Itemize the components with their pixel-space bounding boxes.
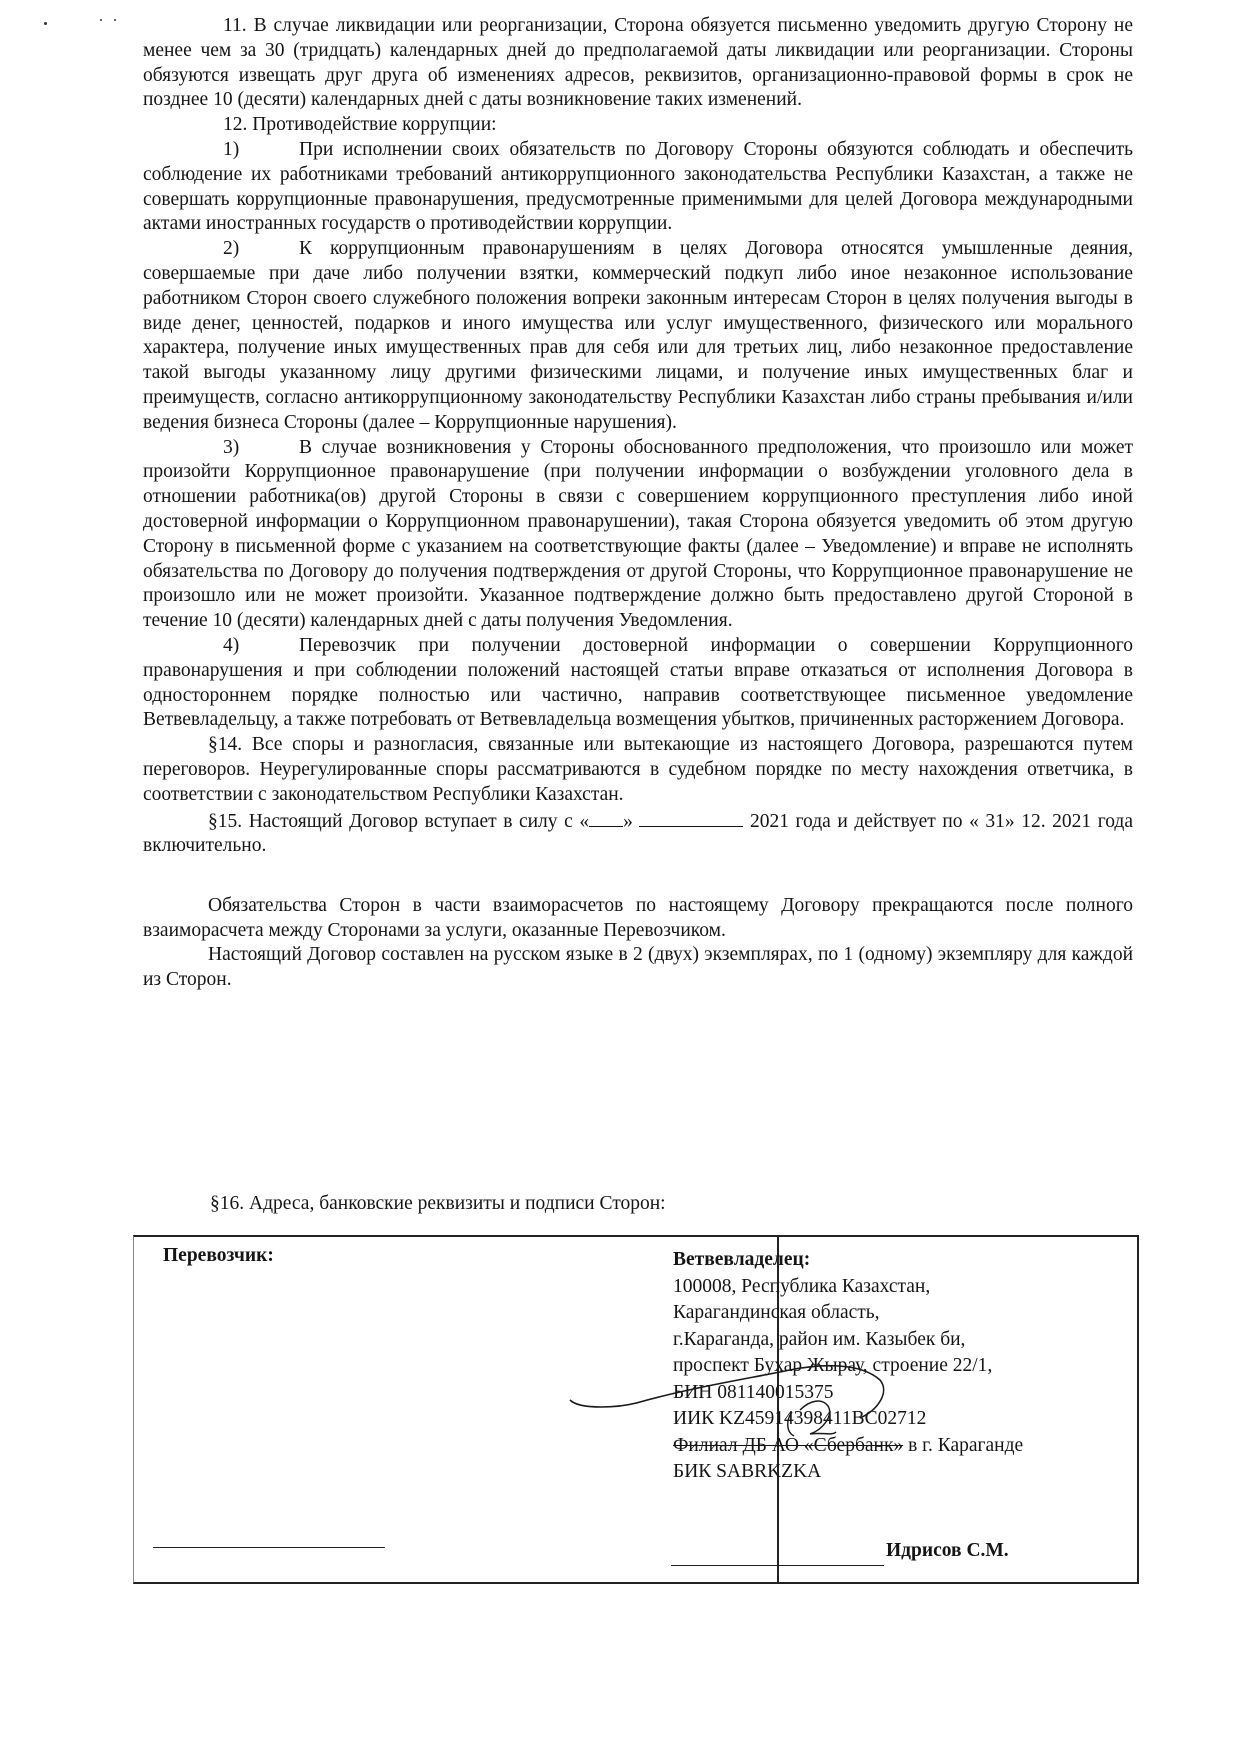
clause-12-heading: 12. Противодействие коррупции: <box>223 114 497 136</box>
owner-bik: БИК SABRKZKA <box>673 1461 822 1482</box>
item-text: В случае возникновения у Стороны обоснованного предположения, что произошло или может произойти Коррупционное правонарушение (при получении информации о возбуждении уголовного дела в отношении работника(ов) другой Стороны в связи с совершением коррупционного преступления либо иной достоверной информации о Коррупционном правонарушении), такая Сторона обязуется уведомить об этом другую Сторону в письменной форме с указанием на соответствующие факты (далее – Уведомление) и вправе не исполнять обязательства по Договору до получения подтверждения от другой Стороны, что Коррупционное правонарушение не произошло или не может произойти. Указанное подтверждение должно быть предоставлено другой Стороной в течение 10 (десяти) календарных дней с даты получения Уведомления. <box>143 436 1133 632</box>
owner-address-line: Карагандинская область, <box>673 1302 880 1323</box>
owner-address-line: г.Караганда, район им. Казыбек би, <box>673 1328 966 1350</box>
clause-14: §14. Все споры и разногласия, связанные или вытекающие из настоящего Договора, разрешаются путем переговоров. Неурегулированные споры рассматриваются в судебном порядке по месту нахождения ответчика, в соответствии с законодательством Республики Казахстан. <box>143 734 1133 805</box>
owner-bank: Филиал ДБ АО «Сбербанк» в г. Караганде <box>673 1434 1024 1456</box>
clause-16-heading: §16. Адреса, банковские реквизиты и подписи Сторон: <box>210 1193 666 1214</box>
copies-paragraph: Настоящий Договор составлен на русском языке в 2 (двух) экземплярах, по 1 (одному) экземпляру для каждой из Сторон. <box>143 944 1133 991</box>
clause-12-item-1 <box>143 138 1133 237</box>
settlement-paragraph: Обязательства Сторон в части взаиморасчетов по настоящему Договору прекращаются после полного взаиморасчета между Сторонами за услуги, оказанные Перевозчиком. <box>143 894 1133 941</box>
owner-signature-line <box>671 1565 884 1566</box>
item-number: 1) <box>223 138 240 160</box>
handwritten-signature <box>560 1340 920 1460</box>
clause-12-item-4 <box>143 634 1133 733</box>
owner-iik: ИИК KZ45914398411BC02712 <box>673 1408 927 1429</box>
owner-bank-name: Филиал ДБ АО «Сбербанк» <box>673 1434 904 1456</box>
carrier-label: Перевозчик: <box>163 1245 274 1266</box>
clause-12-item-3 <box>143 436 1133 634</box>
owner-signatory-name: Идрисов С.М. <box>886 1540 1009 1561</box>
clause-11: 11. В случае ликвидации или реорганизации, Сторона обязуется письменно уведомить другую Сторону не менее чем за 30 (тридцать) календарных дней до предполагаемой даты ликвидации или реорганизации. Стороны обязуются извещать друг друга об изменениях адресов, реквизитов, организационно-правовой формы в срок не позднее 10 (десяти) календарных дней с даты возникновение таких изменений. <box>143 15 1133 111</box>
item-text: При исполнении своих обязательств по Договору Стороны обязуются соблюдать и обеспечить соблюдение их работниками требований антикоррупционного законодательства Республики Казахстан, а также не совершать коррупционные правонарушения, предусмотренные применимыми для целей Договора международными актами иностранных государств о противодействии коррупции. <box>143 138 1133 235</box>
scan-speck <box>44 22 47 25</box>
clause-15: §15. Настоящий Договор вступает в силу с « » 2021 года и действует по « 31» 12. 2021 года включительно. <box>143 808 1133 860</box>
item-number: 3) <box>223 436 240 458</box>
carrier-signature-line <box>153 1547 385 1548</box>
scan-speck <box>114 19 116 21</box>
item-number: 2) <box>223 238 240 260</box>
scan-speck <box>100 19 102 21</box>
contract-body <box>143 14 1133 993</box>
owner-address-line: проспект Бухар Жырау, строение 22/1, <box>673 1355 993 1376</box>
date-month-blank <box>639 808 743 827</box>
clause-12-item-2 <box>143 237 1133 435</box>
date-day-blank <box>589 808 623 827</box>
owner-bin: БИН 081140015375 <box>673 1381 834 1403</box>
owner-title: Ветвевладелец: <box>673 1249 811 1270</box>
owner-address-line: 100008, Республика Казахстан, <box>673 1275 931 1297</box>
item-text: К коррупционным правонарушениям в целях Договора относятся умышленные деяния, совершаемые при даче либо получении взятки, коммерческий подкуп либо иное незаконное использование работником Сторон своего служебного положения вопреки законным интересам Сторон в целях получения выгоды в виде денег, ценностей, подарков и иного имущества или услуг имущественного, физического или морального характера, получение иных имущественных прав для себя или для третьих лиц, либо незаконное предоставление такой выгоды указанному лицу другими физическими лицами, и получение иных имущественных благ и преимуществ, согласно антикоррупционному законодательству Республики Казахстан либо страны пребывания и/или ведения бизнеса Стороны (далее – Коррупционные нарушения). <box>143 238 1133 433</box>
item-text: Перевозчик при получении достоверной информации о совершении Коррупционного правонарушения и при соблюдении положений настоящей статьи вправе отказаться от исполнения Договора в одностороннем порядке полностью или частично, направив соответствующее письменное уведомление Ветвевладельцу, а также потребовать от Ветвевладельца возмещения убытков, причиненных расторжением Договора. <box>143 634 1133 731</box>
item-number: 4) <box>223 634 240 656</box>
